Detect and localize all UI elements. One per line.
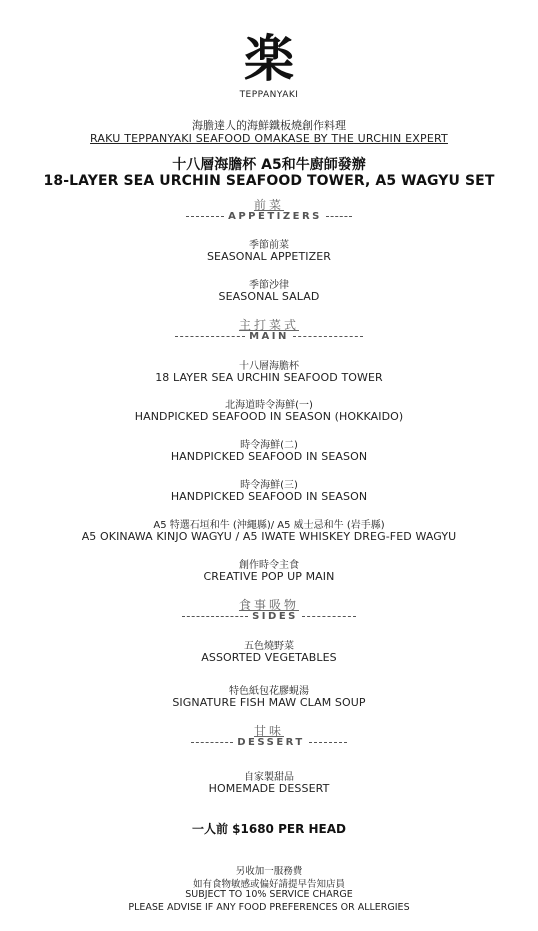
menu-title-english: 18-LAYER SEA URCHIN SEAFOOD TOWER, A5 WAGYU SET bbox=[43, 173, 495, 189]
menu-item-english: HANDPICKED SEAFOOD IN SEASON bbox=[170, 490, 368, 503]
menu-item-english: SEASONAL APPETIZER bbox=[206, 250, 332, 263]
menu-item-chinese: 五色燒野菜 bbox=[244, 641, 294, 652]
menu-item-english: HANDPICKED SEAFOOD IN SEASON bbox=[170, 450, 368, 463]
section-main-label: MAIN bbox=[249, 331, 289, 342]
menu-item-chinese: 北海道時令海鮮(一) bbox=[225, 400, 313, 411]
price-per-head: 一人前 $1680 PER HEAD bbox=[191, 822, 346, 836]
menu-item-english: 18 LAYER SEA URCHIN SEAFOOD TOWER bbox=[155, 371, 383, 384]
menu-item-chinese: 特色紙包花膠蜆湯 bbox=[229, 686, 309, 697]
subtitle-english: RAKU TEPPANYAKI SEAFOOD OMAKASE BY THE URCHIN EXPERT bbox=[90, 132, 448, 145]
menu-item-english: A5 OKINAWA KINJO WAGYU / A5 IWATE WHISKEY DREG-FED WAGYU bbox=[81, 530, 457, 543]
menu-item-chinese: 創作時令主食 bbox=[239, 560, 299, 571]
section-dessert-label: DESSERT bbox=[237, 737, 305, 748]
menu-item-chinese: 季節前菜 bbox=[249, 240, 289, 251]
menu-item-chinese: 時令海鮮(三) bbox=[240, 480, 298, 491]
divider-dash bbox=[186, 216, 224, 217]
section-sides-chinese: 食事吸物 bbox=[238, 598, 299, 612]
menu-item-chinese: 季節沙律 bbox=[249, 280, 289, 291]
divider-dash bbox=[182, 616, 248, 617]
menu-item-english: SEASONAL SALAD bbox=[218, 290, 320, 303]
section-sides-label: SIDES bbox=[252, 611, 298, 622]
menu-item-english: SIGNATURE FISH MAW CLAM SOUP bbox=[172, 696, 366, 709]
menu-item-chinese: 時令海鮮(二) bbox=[240, 440, 298, 451]
section-main-chinese: 主打菜式 bbox=[238, 318, 299, 332]
divider-dash bbox=[326, 216, 352, 217]
footer-allergy-note-chinese: 如有食物敏感或偏好請提早告知店員 bbox=[192, 879, 345, 890]
divider-dash bbox=[302, 616, 356, 617]
menu-item-english: CREATIVE POP UP MAIN bbox=[203, 570, 335, 583]
divider-dash bbox=[175, 336, 245, 337]
menu-item-english: HOMEMADE DESSERT bbox=[208, 782, 330, 795]
footer-service-charge-english: SUBJECT TO 10% SERVICE CHARGE bbox=[185, 889, 353, 900]
section-appetizers-chinese: 前菜 bbox=[253, 198, 284, 212]
menu-item-chinese: A5 特選石垣和牛 (沖繩縣)/ A5 威士忌和牛 (岩手縣) bbox=[153, 520, 385, 531]
section-appetizers-header bbox=[0, 211, 538, 222]
menu-item-chinese: 十八層海膽杯 bbox=[239, 361, 299, 372]
logo-mark: 楽 bbox=[244, 29, 294, 88]
footer-service-charge-chinese: 另收加一服務費 bbox=[235, 866, 303, 877]
divider-dash bbox=[191, 742, 233, 743]
section-dessert-header bbox=[0, 737, 538, 748]
section-dessert-chinese: 甘味 bbox=[253, 724, 284, 738]
footer-allergy-note-english: PLEASE ADVISE IF ANY FOOD PREFERENCES OR ALLERGIES bbox=[128, 902, 410, 913]
section-sides-header bbox=[0, 611, 538, 622]
logo-wordmark: TEPPANYAKI bbox=[239, 90, 299, 100]
menu-item-english: ASSORTED VEGETABLES bbox=[201, 651, 337, 664]
menu-item-english: HANDPICKED SEAFOOD IN SEASON (HOKKAIDO) bbox=[134, 410, 404, 423]
menu-title-chinese: 十八層海膽杯 A5和牛廚師發辦 bbox=[172, 157, 366, 173]
divider-dash bbox=[309, 742, 347, 743]
section-main-header bbox=[0, 331, 538, 342]
divider-dash bbox=[293, 336, 363, 337]
subtitle-chinese: 海膽達人的海鮮鐵板燒創作料理 bbox=[192, 119, 346, 132]
section-appetizers-label: APPETIZERS bbox=[228, 211, 322, 222]
menu-item-chinese: 自家製甜品 bbox=[244, 772, 294, 783]
